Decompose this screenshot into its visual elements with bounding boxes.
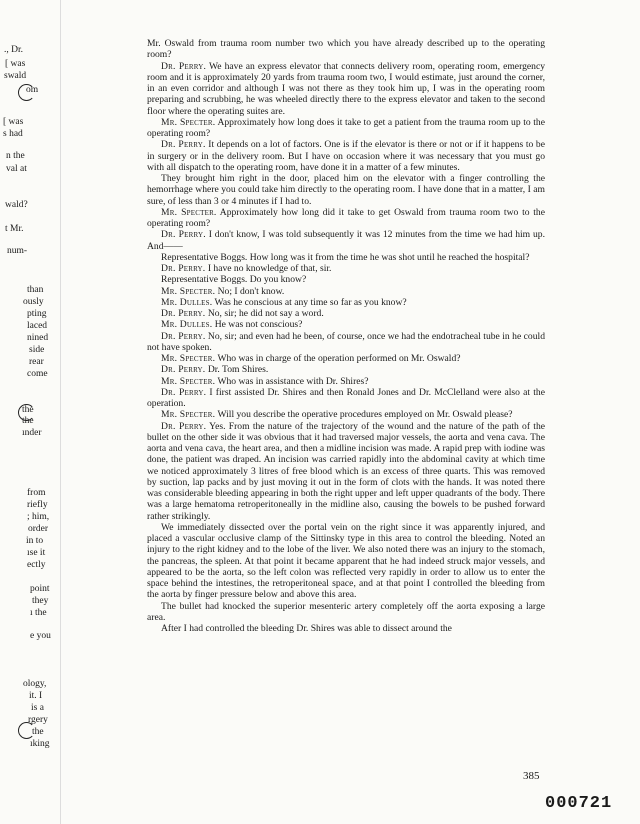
margin-fragment: ; him,: [27, 512, 50, 522]
margin-fragment: the: [22, 416, 34, 426]
punch-hole: [18, 404, 35, 421]
paragraph-text: We have an express elevator that connects delivery room, operating room, emergency room and it is approximately 20 yards from trauma room two, I would estimate, just around the corner, in an even corridor and although I was not there as they took him up, I was in the operating room preparing and scrubbing, he was wheeled directly there to the express elevator and taken to the second floor where the operating suites are.: [147, 60, 545, 117]
punch-hole: [18, 722, 35, 739]
transcript-paragraph: [147, 353, 545, 364]
paragraph-text: We immediately dissected over the portal vein on the right since it was apparently injured, and placed a vascular occlusive clamp of the Sittinsky type in this area to control the bleeding. Noted an injury to the right kidney and to the lobe of the liver. We also noted there was an injury to the stomach, the pancreas, the spleen. At that point it became apparent that he had indeed struck major vessels, and appeared to be the aorta, so the left colon was reflected very rapidly in order to allow us to enter the space behind the intestines, the retroperitoneal space, and at that point I controlled the bleeding from the aorta by finger pressure below and above this area.: [147, 521, 545, 601]
speaker-name: Dr. Perry.: [161, 386, 207, 398]
paragraph-text: Was he conscious at any time so far as you know?: [214, 296, 407, 308]
transcript-paragraph: [147, 173, 545, 207]
transcript-paragraph: [147, 376, 545, 387]
speaker-name: Dr. Perry.: [161, 330, 206, 342]
margin-fragment: is a: [31, 703, 44, 713]
margin-fragment: ıse it: [27, 548, 46, 558]
paragraph-text: No; I don't know.: [217, 285, 285, 297]
margin-fragment: num-: [7, 246, 28, 256]
paragraph-text: I first assisted Dr. Shires and then Ronald Jones and Dr. McClelland were also at the operation.: [147, 386, 545, 409]
speaker-name: Mr. Specter.: [161, 116, 216, 128]
paragraph-text: Representative Boggs. Do you know?: [161, 274, 307, 286]
paragraph-text: Representative Boggs. How long was it from the time he was shot until he reached the hospital?: [161, 251, 530, 263]
speaker-name: Mr. Specter.: [161, 206, 217, 218]
transcript-paragraph: [147, 364, 545, 375]
margin-fragment: in to: [26, 536, 44, 546]
margin-fragment: point: [30, 584, 50, 594]
margin-fragment: s had: [3, 129, 23, 139]
margin-fragment: come: [27, 369, 48, 379]
margin-fragment: rear: [29, 357, 44, 367]
margin-fragment: pting: [27, 309, 47, 319]
paragraph-text: Will you describe the operative procedures employed on Mr. Oswald please?: [217, 409, 513, 421]
margin-fragment: from: [27, 488, 46, 498]
transcript-paragraph: [147, 252, 545, 263]
transcript-paragraph: [147, 522, 545, 601]
speaker-name: Dr. Perry.: [161, 420, 207, 432]
paragraph-text: It depends on a lot of factors. One is if the elevator is there or not or if it happens to be in surgery or in the delivery room. But I have on occasion where it was necessary that you must go with all dispatch to the operating room, have done it in a matter of a few minutes.: [147, 139, 545, 173]
transcript-paragraph: [147, 409, 545, 420]
paragraph-text: Yes. From the nature of the trajectory of the wound and the nature of the path of the bullet on the other side it was obvious that it had traversed major vessels, the aorta and vena cava. The aorta and vena cava, the heart area, and then a midline incision was made. A rapid prep with iodine was done, the patient was draped. An incision was carried rapidly into the abdominal cavity at which time we noticed approximately 3 litres of free blood which is an excess of three quarts. This was removed by suction, lap packs and by just moving it out in the form of clots with the hands. It was noted there was considerable bleeding appearing in both the right upper and left upper quadrants of the body. There was a large hematoma retroperitoneally in the midline also, causing the bowels to be pushed forward rather strikingly.: [147, 420, 546, 522]
paragraph-text: Approximately how long did it take to get Oswald from trauma room two to the operating room?: [147, 206, 545, 229]
margin-fragment: wald?: [5, 200, 28, 210]
transcript-paragraph: [147, 61, 545, 117]
paragraph-text: Who was in charge of the operation performed on Mr. Oswald?: [217, 353, 461, 364]
speaker-name: Mr. Specter.: [161, 285, 216, 297]
transcript-paragraph: [147, 421, 545, 522]
margin-fragment: val at: [6, 164, 27, 174]
transcript-paragraph: [147, 623, 545, 634]
speaker-name: Mr. Specter.: [161, 375, 216, 387]
margin-fragment: ectly: [27, 560, 46, 570]
paragraph-text: Dr. Tom Shires.: [207, 364, 269, 376]
speaker-name: Dr. Perry.: [161, 139, 206, 151]
margin-fragment: order: [28, 524, 49, 534]
paragraph-text: After I had controlled the bleeding Dr. Shires was able to dissect around the: [161, 623, 452, 634]
paragraph-text: Who was in assistance with Dr. Shires?: [217, 375, 369, 387]
margin-fragment: ously: [23, 297, 44, 307]
paragraph-text: No, sir; and even had he been, of course, once we had the endotracheal tube in he could not have spoken.: [147, 330, 545, 353]
margin-fragment: than: [27, 285, 44, 295]
paragraph-text: No, sir; he did not say a word.: [207, 308, 324, 319]
margin-fragment: e you: [30, 631, 51, 641]
margin-fragment: swald: [4, 71, 27, 81]
margin-fragment: ıking: [30, 739, 50, 749]
transcript-paragraph: [147, 308, 545, 319]
margin-fragment: laced: [27, 321, 48, 331]
margin-fragment: ., Dr.: [4, 45, 23, 55]
margin-fragment: ology,: [23, 679, 47, 689]
paragraph-text: Approximately how long does it take to get a patient from the trauma room up to the operating room?: [147, 116, 545, 139]
transcript-body: [147, 38, 545, 634]
transcript-paragraph: [147, 331, 545, 354]
margin-fragment: n the: [6, 151, 25, 161]
margin-fragment: nined: [27, 333, 49, 343]
paragraph-text: Mr. Oswald from trauma room number two which you have already described up to the operating room?: [147, 38, 545, 61]
speaker-name: Dr. Perry.: [161, 308, 206, 319]
document-stamp-number: 000721: [545, 794, 613, 813]
margin-fragment: om: [26, 85, 39, 95]
left-margin-fragments: [0, 0, 70, 824]
punch-hole: [18, 84, 35, 101]
margin-fragment: they: [32, 596, 49, 606]
speaker-name: Dr. Perry.: [161, 263, 206, 274]
margin-fragment: it. I: [29, 691, 43, 701]
paragraph-text: The bullet had knocked the superior mesenteric artery completely off the aorta exposing a large area.: [147, 600, 545, 623]
transcript-paragraph: [147, 387, 545, 410]
transcript-paragraph: [147, 38, 545, 61]
speaker-name: Mr. Specter.: [161, 409, 216, 421]
paragraph-text: I don't know, I was told subsequently it was 12 minutes from the time we had him up. And——: [147, 229, 545, 252]
transcript-paragraph: [147, 319, 545, 330]
transcript-paragraph: [147, 297, 545, 308]
transcript-paragraph: [147, 139, 545, 173]
transcript-paragraph: [147, 117, 545, 140]
margin-fragment: ınder: [22, 428, 42, 438]
margin-fragment: [ was: [3, 117, 24, 127]
transcript-paragraph: [147, 274, 545, 285]
speaker-name: Mr. Dulles.: [161, 296, 213, 308]
margin-fragment: [ was: [5, 59, 26, 69]
margin-fragment: side: [29, 345, 45, 355]
margin-fragment: ı the: [30, 608, 47, 618]
margin-fragment: riefly: [27, 500, 48, 510]
paragraph-text: I have no knowledge of that, sir.: [207, 263, 332, 274]
transcript-paragraph: [147, 229, 545, 252]
speaker-name: Dr. Perry.: [161, 229, 206, 241]
margin-fragment: rgery: [28, 715, 48, 725]
transcript-paragraph: [147, 286, 545, 297]
margin-fragment: the: [22, 405, 34, 415]
speaker-name: Dr. Perry.: [161, 60, 207, 72]
page-number: 385: [523, 770, 540, 782]
margin-fragment: the: [32, 727, 44, 737]
transcript-paragraph: [147, 601, 545, 624]
speaker-name: Mr. Specter.: [161, 353, 216, 364]
margin-fragment: t Mr.: [5, 224, 24, 234]
speaker-name: Mr. Dulles.: [161, 319, 213, 331]
paragraph-text: They brought him right in the door, placed him on the elevator with a finger controlling the hemorrhage where you could take him directly to the operating room. I have done that in a matter, I am sure, of less than 3 or 4 minutes if I had to.: [147, 173, 545, 207]
speaker-name: Dr. Perry.: [161, 364, 206, 376]
transcript-paragraph: [147, 263, 545, 274]
paragraph-text: He was not conscious?: [214, 319, 303, 331]
transcript-paragraph: [147, 207, 545, 230]
